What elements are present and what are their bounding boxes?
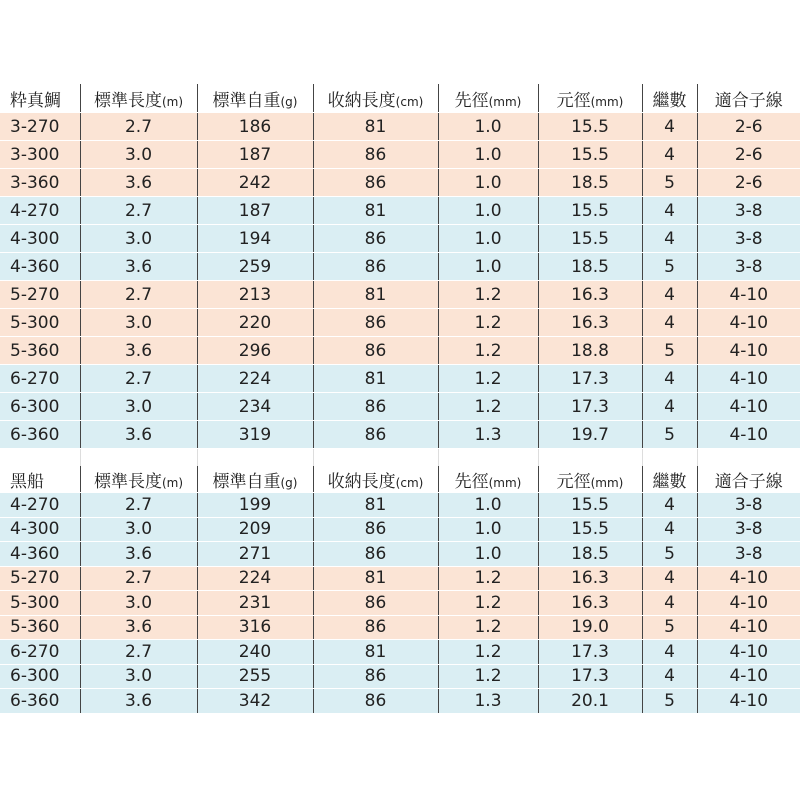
value-cell: 4 — [642, 591, 697, 616]
value-cell: 255 — [197, 664, 313, 689]
value-cell: 15.5 — [538, 225, 642, 253]
value-cell: 3.6 — [80, 337, 197, 365]
value-cell: 1.3 — [438, 689, 538, 714]
value-cell: 4 — [642, 141, 697, 169]
value-cell: 4-10 — [697, 365, 800, 393]
value-cell: 15.5 — [538, 197, 642, 225]
header-unit: (cm) — [395, 95, 424, 109]
value-cell: 5 — [642, 169, 697, 197]
value-cell: 15.5 — [538, 141, 642, 169]
value-cell: 224 — [197, 566, 313, 591]
table-row — [0, 197, 800, 225]
value-cell: 4 — [642, 493, 697, 518]
model-cell: 6-270 — [0, 640, 80, 665]
value-cell: 81 — [313, 566, 438, 591]
value-cell: 5 — [642, 615, 697, 640]
header-unit: (m) — [161, 476, 184, 490]
value-cell: 2.7 — [80, 640, 197, 665]
model-cell: 3-270 — [0, 113, 80, 141]
value-cell: 2.7 — [80, 281, 197, 309]
value-cell: 81 — [313, 493, 438, 518]
header-unit: (m) — [161, 95, 184, 109]
table-row — [0, 591, 800, 616]
header-unit: (mm) — [488, 95, 522, 109]
model-cell: 4-360 — [0, 542, 80, 567]
value-cell: 1.0 — [438, 197, 538, 225]
empty-cell — [80, 450, 197, 467]
column-header — [197, 85, 313, 113]
column-header — [80, 467, 197, 493]
value-cell: 4 — [642, 309, 697, 337]
value-cell: 4 — [642, 281, 697, 309]
column-header — [642, 85, 697, 113]
value-cell: 1.2 — [438, 640, 538, 665]
model-cell: 4-300 — [0, 517, 80, 542]
value-cell: 3-8 — [697, 517, 800, 542]
value-cell: 3.6 — [80, 421, 197, 449]
column-header — [697, 85, 800, 113]
value-cell: 319 — [197, 421, 313, 449]
table-row — [0, 493, 800, 518]
table-row — [0, 566, 800, 591]
value-cell: 1.2 — [438, 615, 538, 640]
model-cell: 6-300 — [0, 664, 80, 689]
value-cell: 1.2 — [438, 393, 538, 421]
spec-table-2 — [0, 466, 800, 714]
value-cell: 342 — [197, 689, 313, 714]
value-cell: 86 — [313, 517, 438, 542]
header-label: 標準長度 — [93, 91, 162, 111]
value-cell: 296 — [197, 337, 313, 365]
value-cell: 4 — [642, 197, 697, 225]
value-cell: 242 — [197, 169, 313, 197]
table-row — [0, 615, 800, 640]
value-cell: 16.3 — [538, 566, 642, 591]
model-cell: 5-300 — [0, 591, 80, 616]
value-cell: 1.2 — [438, 365, 538, 393]
value-cell: 3.0 — [80, 141, 197, 169]
value-cell: 199 — [197, 493, 313, 518]
header-unit: (cm) — [395, 476, 424, 490]
value-cell: 3-8 — [697, 493, 800, 518]
value-cell: 3.6 — [80, 542, 197, 567]
header-label: 標準長度 — [93, 472, 162, 492]
value-cell: 18.5 — [538, 169, 642, 197]
header-label: 收納長度 — [327, 472, 396, 492]
value-cell: 240 — [197, 640, 313, 665]
value-cell: 18.5 — [538, 253, 642, 281]
value-cell: 81 — [313, 113, 438, 141]
value-cell: 4 — [642, 566, 697, 591]
value-cell: 4 — [642, 664, 697, 689]
value-cell: 86 — [313, 141, 438, 169]
model-cell: 5-360 — [0, 615, 80, 640]
value-cell: 213 — [197, 281, 313, 309]
value-cell: 86 — [313, 615, 438, 640]
header-label: 標準自重 — [212, 91, 281, 111]
table-row — [0, 309, 800, 337]
value-cell: 259 — [197, 253, 313, 281]
model-cell: 5-300 — [0, 309, 80, 337]
column-header — [313, 467, 438, 493]
column-header — [538, 467, 642, 493]
table-row — [0, 689, 800, 714]
value-cell: 86 — [313, 225, 438, 253]
value-cell: 4 — [642, 113, 697, 141]
empty-cell — [642, 450, 697, 467]
value-cell: 2-6 — [697, 169, 800, 197]
value-cell: 187 — [197, 141, 313, 169]
header-unit: (mm) — [488, 476, 522, 490]
value-cell: 81 — [313, 365, 438, 393]
model-cell: 4-270 — [0, 493, 80, 518]
value-cell: 16.3 — [538, 281, 642, 309]
model-cell: 6-300 — [0, 393, 80, 421]
value-cell: 19.7 — [538, 421, 642, 449]
value-cell: 81 — [313, 640, 438, 665]
value-cell: 2-6 — [697, 113, 800, 141]
value-cell: 3-8 — [697, 542, 800, 567]
value-cell: 4-10 — [697, 664, 800, 689]
value-cell: 224 — [197, 365, 313, 393]
value-cell: 86 — [313, 421, 438, 449]
value-cell: 4-10 — [697, 591, 800, 616]
series-title: 粋真鯛 — [0, 85, 80, 113]
value-cell: 220 — [197, 309, 313, 337]
column-header — [642, 467, 697, 493]
value-cell: 3.6 — [80, 253, 197, 281]
value-cell: 86 — [313, 169, 438, 197]
header-label: 適合子線 — [714, 472, 783, 492]
model-cell: 5-270 — [0, 281, 80, 309]
value-cell: 5 — [642, 542, 697, 567]
value-cell: 81 — [313, 281, 438, 309]
model-cell: 4-270 — [0, 197, 80, 225]
value-cell: 3-8 — [697, 253, 800, 281]
column-header — [80, 85, 197, 113]
value-cell: 209 — [197, 517, 313, 542]
value-cell: 3-8 — [697, 197, 800, 225]
value-cell: 4-10 — [697, 281, 800, 309]
value-cell: 1.0 — [438, 542, 538, 567]
value-cell: 18.8 — [538, 337, 642, 365]
value-cell: 86 — [313, 393, 438, 421]
header-row — [0, 85, 800, 113]
header-label: 適合子線 — [714, 91, 783, 111]
model-cell: 3-360 — [0, 169, 80, 197]
value-cell: 86 — [313, 664, 438, 689]
value-cell: 4 — [642, 225, 697, 253]
header-label: 元徑 — [556, 472, 591, 492]
header-label: 先徑 — [454, 91, 489, 111]
value-cell: 3.6 — [80, 689, 197, 714]
value-cell: 2.7 — [80, 197, 197, 225]
model-cell: 4-300 — [0, 225, 80, 253]
value-cell: 3.6 — [80, 615, 197, 640]
value-cell: 1.0 — [438, 517, 538, 542]
table-row — [0, 225, 800, 253]
table-row — [0, 253, 800, 281]
series-title: 黑船 — [0, 467, 80, 493]
model-cell: 5-270 — [0, 566, 80, 591]
value-cell: 186 — [197, 113, 313, 141]
value-cell: 4-10 — [697, 309, 800, 337]
column-header — [438, 85, 538, 113]
value-cell: 234 — [197, 393, 313, 421]
value-cell: 4-10 — [697, 640, 800, 665]
value-cell: 15.5 — [538, 113, 642, 141]
column-header — [438, 467, 538, 493]
value-cell: 1.0 — [438, 225, 538, 253]
value-cell: 1.0 — [438, 253, 538, 281]
value-cell: 5 — [642, 689, 697, 714]
value-cell: 1.2 — [438, 664, 538, 689]
value-cell: 194 — [197, 225, 313, 253]
header-unit: (mm) — [590, 476, 624, 490]
value-cell: 2-6 — [697, 141, 800, 169]
header-label: 元徑 — [556, 91, 591, 111]
value-cell: 3.0 — [80, 225, 197, 253]
empty-cell — [0, 450, 80, 467]
value-cell: 86 — [313, 689, 438, 714]
empty-cell — [538, 450, 642, 467]
value-cell: 1.3 — [438, 421, 538, 449]
value-cell: 15.5 — [538, 517, 642, 542]
header-label: 先徑 — [454, 472, 489, 492]
value-cell: 1.0 — [438, 141, 538, 169]
value-cell: 231 — [197, 591, 313, 616]
value-cell: 86 — [313, 591, 438, 616]
header-row — [0, 467, 800, 493]
table-row — [0, 113, 800, 141]
value-cell: 3.0 — [80, 309, 197, 337]
value-cell: 271 — [197, 542, 313, 567]
column-header — [197, 467, 313, 493]
value-cell: 3.0 — [80, 517, 197, 542]
value-cell: 4 — [642, 393, 697, 421]
value-cell: 1.0 — [438, 493, 538, 518]
column-header — [697, 467, 800, 493]
table-row — [0, 281, 800, 309]
value-cell: 1.0 — [438, 169, 538, 197]
value-cell: 5 — [642, 253, 697, 281]
value-cell: 2.7 — [80, 365, 197, 393]
value-cell: 4 — [642, 365, 697, 393]
value-cell: 81 — [313, 197, 438, 225]
header-unit: (mm) — [590, 95, 624, 109]
header-unit: (g) — [280, 476, 298, 490]
table-row — [0, 421, 800, 449]
value-cell: 1.2 — [438, 337, 538, 365]
value-cell: 17.3 — [538, 365, 642, 393]
empty-cell — [438, 450, 538, 467]
table-row — [0, 517, 800, 542]
value-cell: 18.5 — [538, 542, 642, 567]
value-cell: 17.3 — [538, 640, 642, 665]
value-cell: 86 — [313, 337, 438, 365]
value-cell: 2.7 — [80, 113, 197, 141]
value-cell: 4-10 — [697, 615, 800, 640]
value-cell: 1.2 — [438, 281, 538, 309]
header-label: 收納長度 — [327, 91, 396, 111]
table-gap — [0, 449, 800, 467]
table-row — [0, 664, 800, 689]
value-cell: 3.0 — [80, 664, 197, 689]
value-cell: 1.2 — [438, 309, 538, 337]
table-row — [0, 169, 800, 197]
value-cell: 2.7 — [80, 493, 197, 518]
empty-cell — [313, 450, 438, 467]
header-label: 標準自重 — [212, 472, 281, 492]
header-label: 繼數 — [652, 91, 687, 111]
value-cell: 1.2 — [438, 591, 538, 616]
value-cell: 16.3 — [538, 591, 642, 616]
value-cell: 17.3 — [538, 393, 642, 421]
table-row — [0, 365, 800, 393]
value-cell: 316 — [197, 615, 313, 640]
table-row — [0, 337, 800, 365]
value-cell: 86 — [313, 309, 438, 337]
value-cell: 19.0 — [538, 615, 642, 640]
model-cell: 4-360 — [0, 253, 80, 281]
value-cell: 3.0 — [80, 393, 197, 421]
column-header — [313, 85, 438, 113]
value-cell: 2.7 — [80, 566, 197, 591]
model-cell: 6-360 — [0, 421, 80, 449]
value-cell: 3.6 — [80, 169, 197, 197]
value-cell: 86 — [313, 253, 438, 281]
value-cell: 20.1 — [538, 689, 642, 714]
model-cell: 6-270 — [0, 365, 80, 393]
table-row — [0, 141, 800, 169]
value-cell: 5 — [642, 337, 697, 365]
value-cell: 4-10 — [697, 689, 800, 714]
model-cell: 6-360 — [0, 689, 80, 714]
header-label: 繼數 — [652, 472, 687, 492]
header-unit: (g) — [280, 95, 298, 109]
value-cell: 4-10 — [697, 421, 800, 449]
value-cell: 1.0 — [438, 113, 538, 141]
value-cell: 17.3 — [538, 664, 642, 689]
value-cell: 187 — [197, 197, 313, 225]
empty-cell — [197, 450, 313, 467]
spec-table-1 — [0, 84, 800, 449]
value-cell: 4-10 — [697, 566, 800, 591]
value-cell: 4 — [642, 640, 697, 665]
value-cell: 15.5 — [538, 493, 642, 518]
empty-cell — [697, 450, 800, 467]
column-header — [538, 85, 642, 113]
value-cell: 5 — [642, 421, 697, 449]
table-row — [0, 640, 800, 665]
value-cell: 4-10 — [697, 337, 800, 365]
table-row — [0, 393, 800, 421]
value-cell: 4 — [642, 517, 697, 542]
value-cell: 4-10 — [697, 393, 800, 421]
model-cell: 3-300 — [0, 141, 80, 169]
value-cell: 3-8 — [697, 225, 800, 253]
table-row — [0, 542, 800, 567]
value-cell: 1.2 — [438, 566, 538, 591]
value-cell: 86 — [313, 542, 438, 567]
model-cell: 5-360 — [0, 337, 80, 365]
value-cell: 3.0 — [80, 591, 197, 616]
value-cell: 16.3 — [538, 309, 642, 337]
